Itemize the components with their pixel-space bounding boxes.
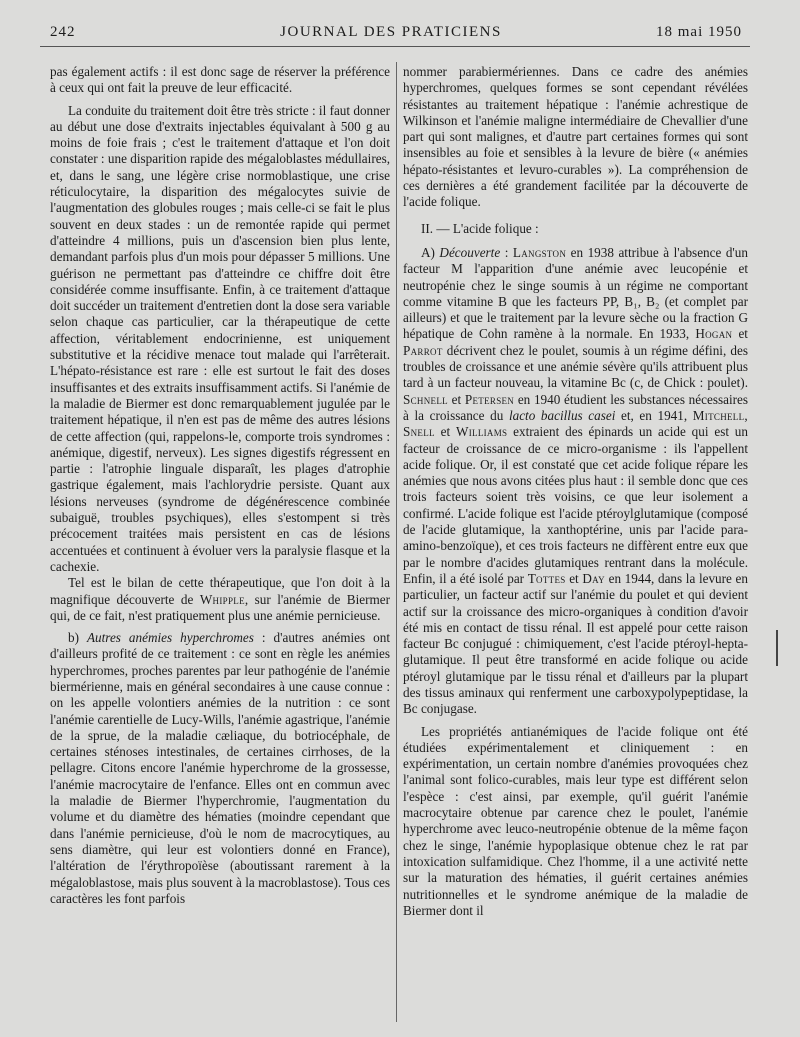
section-heading: II. — L'acide folique : [421,220,539,236]
paragraph: A) Découverte : Langston en 1938 attribue à l'absence d'un facteur M l'apparition d'une anémie avec leucopénie et neutropénie chez le singe soumis à un régime ne comportant comme vitamine B que les facteurs PP, B₁, B₂ (et complet par ailleurs) et que le traitement par la levure sèche ou la fraction G hépatique de Cohn ramène à la normale. En 1933, Hogan et Parrot décrivent chez le poulet, soumis à un régime défini, des troubles de croissance et une anémie sévère qu'ils attribuent plus tard à un facteur nouveau, la vitamine Bc (c, de Chick : poulet). Schnell et Petersen en 1940 étudient les substances nécessaires à la croissance du lacto bacillus casei et, en 1941, Mitchell, Snell et Williams extraient des épinards un acide qui est un facteur de croissance de ce micro-organisme : ils l'appellent acide folique. Or, il est constaté que cet acide folique répare les anémies que nous avons citées plus haut : il semble donc que ces trois facteurs soient très voisins, ce que leur isolement a confirmé. L'acide folique est l'acide ptéroylglutamique (composé de l'acide glutamique, la xanthoptérine, unis par l'acide para-amino-benzoïque), et ces trois facteurs ne diffèrent entre eux que par le nombre d'acides glutamiques rentrant dans la molécule. Enfin, il a été isolé par Tottes et Day en 1944, dans la levure en particulier, un facteur actif sur l'anémie du poulet et qui devient actif sur la croissance des micro-organiques à condition d'avoir été mis en contact de tissu rénal. Il est appelé pour cette raison facteur Bc conjugué : chimiquement, c'est l'acide ptéroyl-hepta-glutamique. Il peut être transformé en acide folique ou acide ptéroyl glutamique par le tissu rénal et d'ailleurs par la plupart des tissus aminaux qui renferment une carboxypolypeptidase, la Bc conjugase. [403,244,748,717]
column-divider [396,62,397,1022]
paragraph: La conduite du traitement doit être très stricte : il faut donner au début une dose d'extraits injectables équivalant à 500 g au moins de foie frais ; c'est le traitement d'attaque et l'on doit constater : une disparition rapide des mégaloblastes médullaires, et, dans le sang, une légère crise normoblastique, une crise réticulocytaire, la disparition des mégalocytes suivie de l'augmentation des globules rouges ; mais celle-ci se fait le plus souvent en deux stades : un de remontée rapide qui permet d'atteindre 4 millions, puis un d'ascension bien plus lente, demandant parfois plus d'un mois pour dépasser 5 millions. Une guérison ne permettant pas d'atteindre ce chiffre doit être considérée comme insuffisante. Enfin, à ce traitement d'attaque doit succéder un traitement d'entretien dont la dose sera variable selon chaque cas particulier, car la thérapeutique de cette affection, véritablement endocrinienne, est uniquement substitutive et la récidive menace tout malade qui l'arrêterait. L'hépato-résistance est rare : elle est surtout le fait des doses insuffisantes et des extraits insuffisamment actifs. Si l'anémie de la maladie de Biermer est donc remarquablement jugulée par le traitement hépatique, il n'en est pas de même des autres lésions de cette affection (qui, rappelons-le, comporte trois syndromes : anémique, digestif, nerveux). Les signes digestifs régressent en partie : l'atrophie linguale disparaît, les plages d'atrophie gastrique également, mais l'achlorydrie persiste. Quant aux lésions nerveuses (syndrome de dégénérescence combinée subaiguë, troubles psychiques), elles s'estompent si très précocement traitées mais persistent en cas de lésions accentuées et continuent à évoluer vers la paralysie flasque et la cachexie. [50,102,390,574]
margin-mark [776,630,778,666]
paragraph: Tel est le bilan de cette thérapeutique, que l'on doit à la magnifique découverte de Whipple, sur l'anémie de Biermer qui, de ce fait, n'est pratiquement plus une anémie pernicieuse. [50,575,390,623]
subsection-title: Autres anémies hyperchromes [86,630,254,646]
paragraph: b) Autres anémies hyperchromes : d'autres anémies ont d'ailleurs profité de ce traitement : ce sont en règle les anémies hyperchromes, proches parentes par leur pathogénie de l'anémie biermérienne, mais en général secondaires à une cause connue : on les appelle volontiers anémies de la nutrition : ce sont l'anémie carentielle de Lucy-Wills, l'anémie agastrique, l'anémie de la sprue, de la maladie cæliaque, du botriocéphale, de certaines sténoses intestinales, de certaines cirrhoses, de la pellagre. Citons encore l'anémie hyperchrome de la grossesse, l'anémie macrocytaire de l'enfance. Elles ont en commun avec la maladie de Biermer l'hyperchromie, l'augmentation du volume et du diamètre des hématies (moindre cependant que dans l'anémie pernicieuse, d'où le nom de macrocytiques, au sens diamètre, qui leur est volontiers donné en France), l'altération de l'érythropoïèse (aboutissant rarement à la mégaloblastose, mais plus souvent à la macroblastose). Tous ces caractères les font parfois [50,630,390,906]
author-name: Tottes [527,570,566,586]
left-column [50,64,390,907]
paragraph: pas également actifs : il est donc sage de réserver la préférence à ceux qui ont fait la preuve de leur efficacité. [50,64,390,96]
author-name: Langston [512,244,567,260]
species-name: lacto bacillus casei [508,407,616,423]
author-name: Hogan [695,326,733,342]
author-name: Whipple [199,591,245,607]
subsection-title: Découverte [439,244,501,260]
header-rule [40,46,750,47]
journal-title: JOURNAL DES PRATICIENS [280,24,502,40]
author-name: Parrot [403,342,443,358]
paragraph: nommer parabiermériennes. Dans ce cadre des anémies hyperchromes, quelques formes se sont cependant révélées résistantes au traitement hépatique : l'anémie achrestique de Wilkinson et l'anémie maligne intermédiaire de Chevallier d'une part qui sont malignes, et d'autre part certaines formes qui sont insensibles au foie et sensibles à la levure de bière (« anémies hépato-résistantes et levuro-curables »). La compréhension de ces dernières a été grandement facilitée par la découverte de l'acide folique. [403,64,748,210]
author-name: Schnell [403,391,448,407]
author-name: Petersen [464,391,515,407]
page-number: 242 [50,24,76,40]
page-header [40,22,742,44]
author-name: Williams [456,424,508,440]
issue-date: 18 mai 1950 [656,24,742,40]
paragraph: Les propriétés antianémiques de l'acide folique ont été étudiées expérimentalement et cliniquement : en expérimentation, un certain nombre d'anémies provoquées chez l'animal sont folico-curables, mais leur type est différent selon l'espèce : c'est ainsi, par exemple, qu'il guérit l'anémie macrocytaire obtenue par carence chez le poulet, l'anémie hyperchrome avec leuco-neutropénie obtenue de la même façon chez le singe, l'anémie hypoplasique obtenue chez le rat par intoxication sulfamidique. Chez l'homme, il a une activité nette sur la maturation des hématies, il guérit certaines anémies nutritionnelles et le syndrome anémique de la maladie de Biermer dont il [403,723,748,918]
right-column [403,64,748,919]
author-name: Mitchell, Snell [403,407,748,440]
author-name: Day [582,570,605,586]
